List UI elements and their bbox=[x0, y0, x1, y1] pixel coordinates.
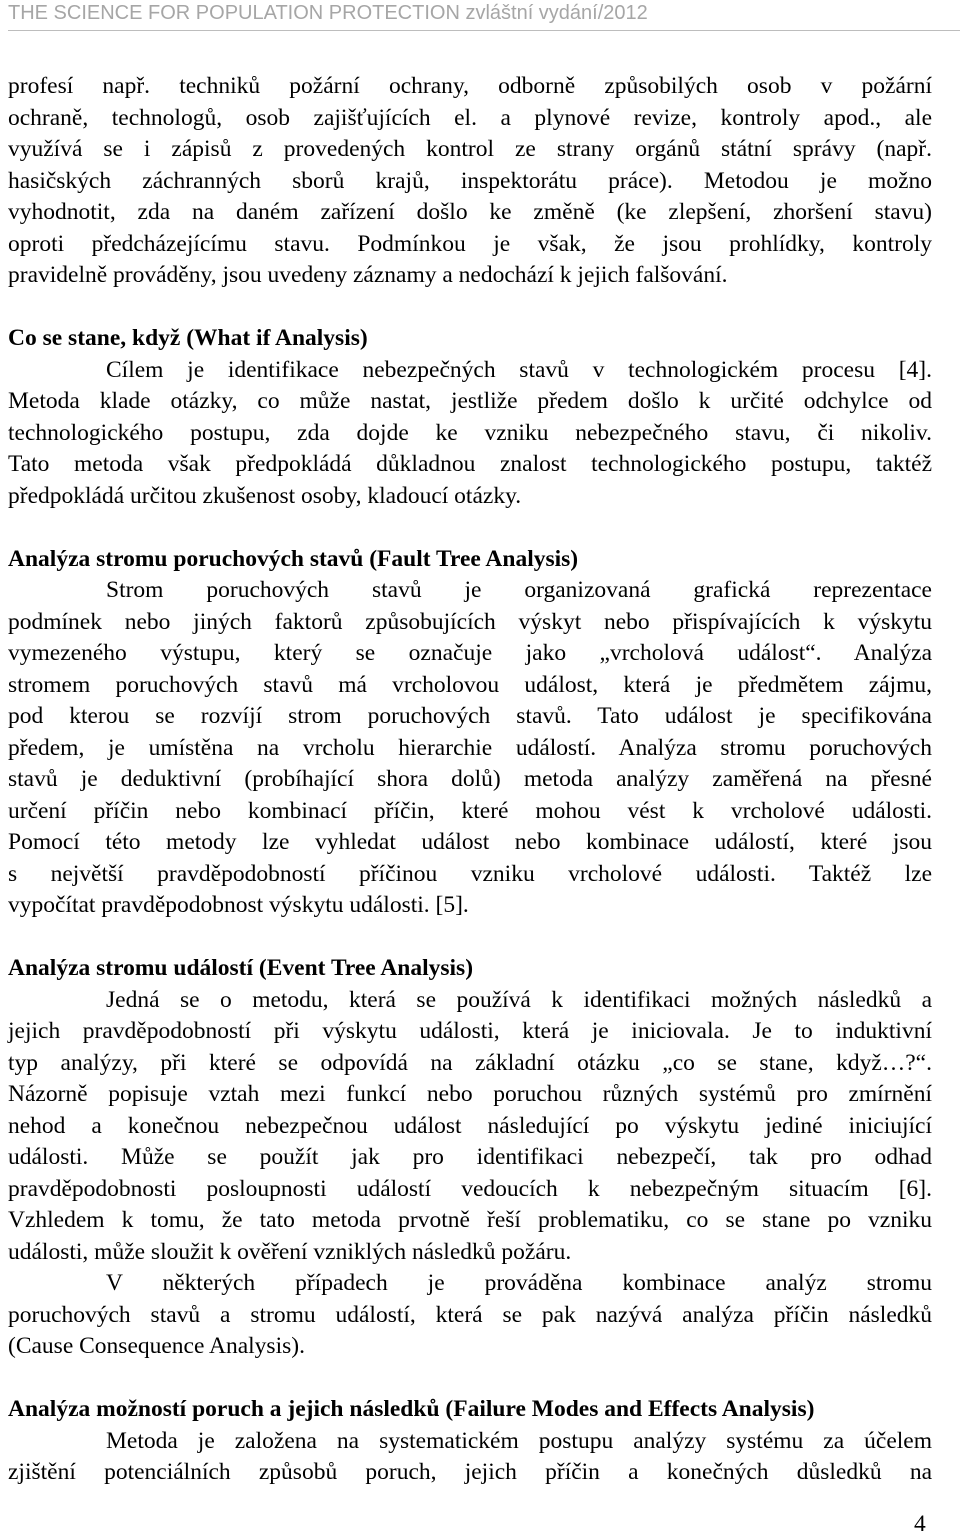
text-line: Pomocí této metody lze vyhledat událost nebo kombinace událostí, které jsou bbox=[8, 829, 932, 855]
page-number: 4 bbox=[914, 1511, 926, 1537]
section-heading: Analýza možností poruch a jejich následků (Failure Modes and Effects Analysis) bbox=[8, 1396, 815, 1422]
text-line: hasičských záchranných sborů krajů, inspektorátu práce). Metodou je možno bbox=[8, 167, 932, 194]
section-heading: Analýza stromu událostí (Event Tree Analysis) bbox=[8, 955, 474, 981]
text-line: Názorně popisuje vztah mezi funkcí nebo poruchou různých systémů pro zmírnění bbox=[8, 1081, 932, 1107]
text-line: předem, je umístěna na vrcholu hierarchie událostí. Analýza stromu poruchových bbox=[8, 734, 932, 761]
text-line: vymezeného výstupu, který se označuje jako „vrcholová událost“. Analýza bbox=[8, 640, 932, 666]
paragraph-gap bbox=[8, 922, 932, 954]
text-line: podmínek nebo jiných faktorů způsobujících výskyt nebo přispívajících k výskytu bbox=[8, 608, 932, 635]
section-event-tree bbox=[8, 953, 932, 1363]
journal-running-header: THE SCIENCE FOR POPULATION PROTECTION zvláštní vydání/2012 bbox=[8, 0, 960, 31]
text-line: zjištění potenciálních způsobů poruch, jejich příčin a konečných důsledků na bbox=[8, 1459, 932, 1485]
paragraph-gap bbox=[8, 512, 932, 544]
text-line: předpokládá určitou zkušenost osoby, kladoucí otázky. bbox=[8, 482, 522, 509]
section-heading: Analýza stromu poruchových stavů (Fault Tree Analysis) bbox=[8, 545, 579, 572]
intro-paragraph bbox=[8, 71, 932, 292]
paragraph-gap bbox=[8, 292, 932, 324]
text-line: nehod a konečnou nebezpečnou událost následující po výskytu jediné iniciující bbox=[8, 1112, 932, 1139]
text-line: určení příčin nebo kombinací příčin, které mohou vést k vrcholové události. bbox=[8, 797, 932, 824]
text-line: pod kterou se rozvíjí strom poruchových stavů. Tato událost je specifikována bbox=[8, 703, 932, 729]
text-line: technologického postupu, zda dojde ke vzniku nebezpečného stavu, či nikoliv. bbox=[8, 419, 932, 446]
text-line: vyhodnotit, zda na daném zařízení došlo ke změně (ke zlepšení, zhoršení stavu) bbox=[8, 199, 932, 225]
text-line: profesí např. techniků požární ochrany, odborně způsobilých osob v požární bbox=[8, 73, 932, 99]
text-line: s největší pravděpodobností příčinou vzniku vrcholové události. Taktéž lze bbox=[8, 860, 932, 887]
text-line: stavů je deduktivní (probíhající shora dolů) metoda analýzy zaměřená na přesné bbox=[8, 766, 932, 792]
text-line: jejich pravděpodobností při výskytu události, která je iniciovala. Je to induktivní bbox=[8, 1018, 932, 1044]
text-line: Metoda klade otázky, co může nastat, jestliže předem došlo k určité odchylce od bbox=[8, 388, 932, 414]
text-line: Metoda je založena na systematickém postupu analýzy systému za účelem bbox=[106, 1427, 932, 1454]
text-line: Strom poruchových stavů je organizovaná grafická reprezentace bbox=[106, 577, 932, 603]
text-line: události. Může se použít jak pro identifikaci nebezpečí, tak pro odhad bbox=[8, 1144, 932, 1170]
section-heading: Co se stane, když (What if Analysis) bbox=[8, 325, 368, 351]
text-line: pravidelně prováděny, jsou uvedeny záznamy a nedochází k jejich falšování. bbox=[8, 262, 728, 288]
text-line: pravděpodobnosti posloupnosti událostí vedoucích k nebezpečným situacím [6]. bbox=[8, 1175, 932, 1202]
text-line: oproti předcházejícímu stavu. Podmínkou je však, že jsou prohlídky, kontroly bbox=[8, 230, 932, 257]
section-fmea bbox=[8, 1394, 932, 1489]
text-line: (Cause Consequence Analysis). bbox=[8, 1333, 305, 1359]
article-body bbox=[8, 71, 932, 1489]
text-line: Cílem je identifikace nebezpečných stavů v technologickém procesu [4]. bbox=[106, 356, 932, 383]
text-line: Jedná se o metodu, která se používá k identifikaci možných následků a bbox=[106, 986, 932, 1013]
text-line: stromem poruchových stavů má vrcholovou událost, která je předmětem zájmu, bbox=[8, 671, 932, 698]
text-line: Tato metoda však předpokládá důkladnou znalost technologického postupu, taktéž bbox=[8, 451, 932, 477]
text-line: využívá se i zápisů z provedených kontrol ze strany orgánů státní správy (např. bbox=[8, 136, 932, 162]
text-line: vypočítat pravděpodobnost výskytu události. [5]. bbox=[8, 892, 469, 918]
section-fault-tree bbox=[8, 544, 932, 922]
section-what-if bbox=[8, 323, 932, 512]
text-line: typ analýzy, při které se odpovídá na základní otázku „co se stane, když…?“. bbox=[8, 1049, 932, 1076]
text-line: poruchových stavů a stromu událostí, která se pak nazývá analýza příčin následků bbox=[8, 1301, 932, 1328]
text-line: ochraně, technologů, osob zajišťujících el. a plynové revize, kontroly apod., ale bbox=[8, 104, 932, 131]
text-line: události, může sloužit k ověření vzniklých následků požáru. bbox=[8, 1238, 572, 1265]
paragraph-gap bbox=[8, 1363, 932, 1395]
text-line: Vzhledem k tomu, že tato metoda prvotně řeší problematiku, co se stane po vzniku bbox=[8, 1207, 932, 1233]
text-line: V některých případech je prováděna kombinace analýz stromu bbox=[106, 1270, 932, 1296]
